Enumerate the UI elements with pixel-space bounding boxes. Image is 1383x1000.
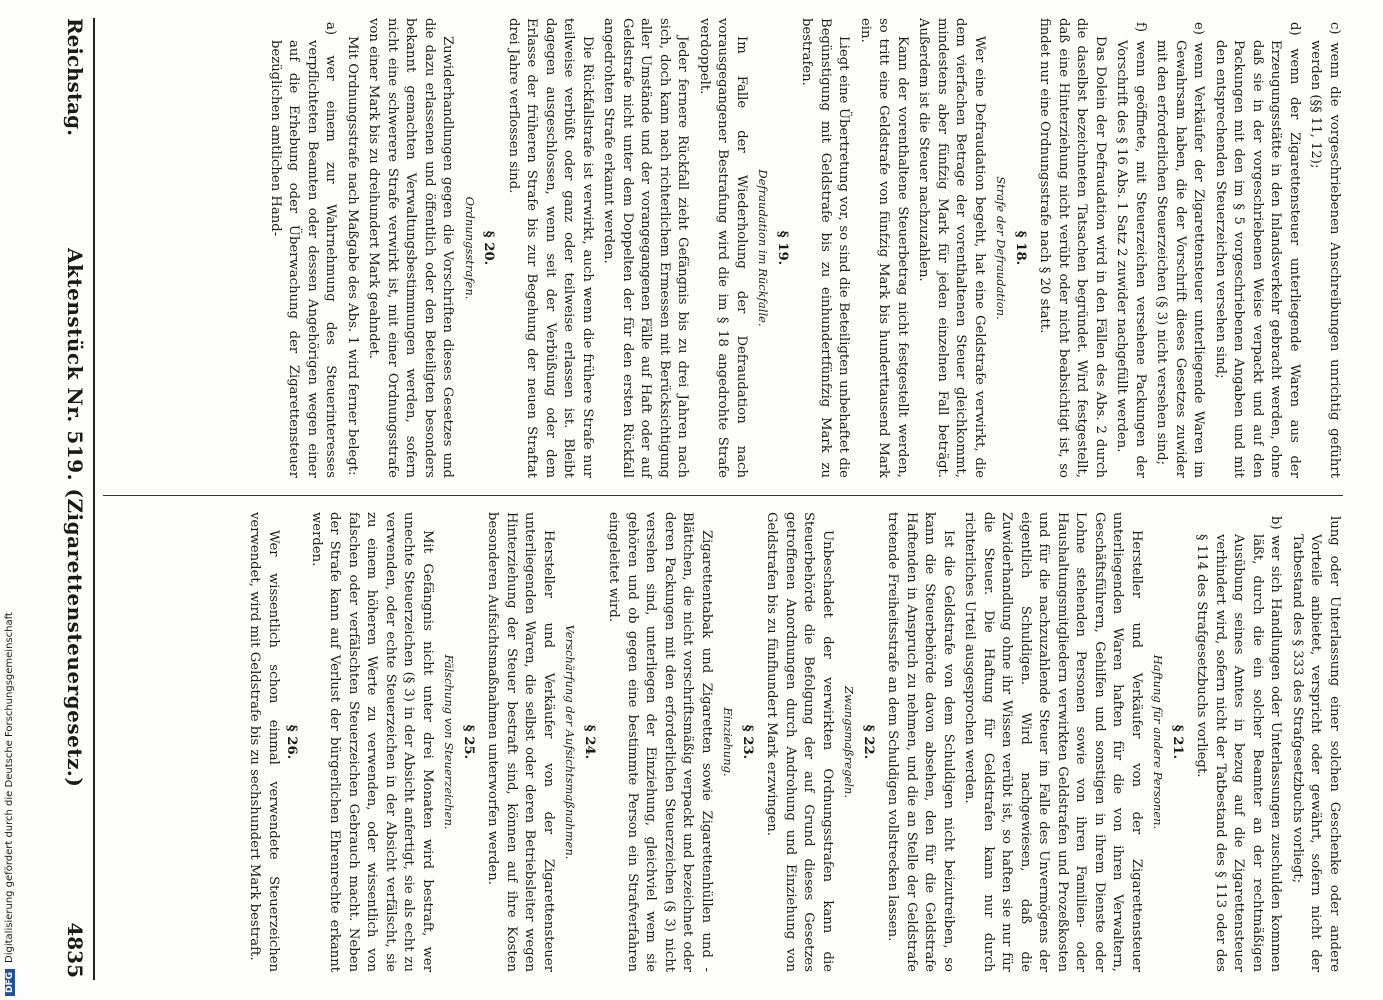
section-subtitle: Fälschung von Steuerzeichen. xyxy=(442,654,457,830)
section-title: § 25. xyxy=(461,724,476,760)
section-subtitle: Defraudation im Rückfalle. xyxy=(756,169,771,327)
section-title: § 19. xyxy=(775,230,790,266)
paragraph: Zigarettentabak und Zigaretten sowie Zigarettenhüllen und -Blättchen, die nicht vorschriftsmäßig verpackt und bezeichnet oder deren Packungen mit den erforderlichen Steuerzeichen (§ 3) nicht versehen sind, unterliegen der Einziehung, gleichviel wem sie gehören und ob gegen eine bestimmte Person ein Strafverfahren eingeleitet wird. xyxy=(606,512,714,972)
item-f: f) wenn geöffnete, mit Steuerzeichen versehene Packungen der Vorschrift des § 16 Abs. 1 Satz 2 zuwider nachgefüllt werden. xyxy=(1114,22,1148,478)
paragraph: Das Dolein der Defraudation wird in den Fällen des Abs. 2 durch die daselbst bezeichneten Tatsachen begründet. Wird festgestellt, daß eine Hinterziehung nicht verübt oder nicht beabsichtigt ist, so findet nur eine Ordnungsstrafe nach § 20 statt. xyxy=(1037,18,1108,478)
section-subtitle: Zwangsmaßregeln. xyxy=(842,685,857,798)
section-title: § 24. xyxy=(582,724,597,760)
paragraph: Jeder fernere Rückfall zieht Gefängnis bis zu drei Jahren nach sich, doch kann nach richterlichem Ermessen mit Berücksichtigung aller Umstände und der vorangegangenen Fälle auf Haft oder auf Geldstrafe nicht unter dem Doppelten der für den ersten Rückfall angedrohten Strafe erkannt werden. xyxy=(601,18,691,478)
section-title: § 20. xyxy=(481,230,497,266)
paragraph: Mit Gefängnis nicht unter drei Monaten wird bestraft, wer unechte Steuerzeichen (§ 3) in der Absicht anfertigt, sie als echt zu verwenden, oder echte Steuerzeichen in der Absicht verfälscht, sie zu einem höheren Werte zu verwenden, oder wissentlich von falschen oder verfälschten Steuerzeichen Gebrauch macht. Neben der Strafe kann auf Verlust der bürgerlichen Ehrenrechte erkannt werden. xyxy=(309,512,435,972)
section-title: § 21. xyxy=(1170,724,1185,760)
credit-text: Digitalisierung gefördert durch die Deutsche Forschungsgemeinschaft xyxy=(4,612,15,963)
column-divider xyxy=(103,495,1343,496)
section-subtitle: Ordnungsstrafen. xyxy=(463,196,477,300)
item-a-continued: lung oder Unterlassung einer solchen Geschenke oder andere Vorteile anbietet, verspricht oder gewährt, sofern nicht der Tatbestand des § 333 des Strafgesetzbuchs vorliegt; xyxy=(1290,516,1342,972)
paragraph: Die Rückfallstrafe ist verwirkt, auch wenn die frühere Strafe nur teilweise verbüßt oder ganz oder teilweise erlassen ist. Bleibt dagegen ausgeschlossen, wenn seit der Verbüßung oder dem Erlasse der früheren Strafe bis zur Begehung der neuen Straftat drei Jahre verflossen sind. xyxy=(506,18,595,478)
section-title: § 26. xyxy=(284,724,300,760)
section-subtitle: Einziehung. xyxy=(721,707,736,777)
item-c: c) wenn die vorgeschriebenen Anschreibungen unrichtig geführt werden (§§ 11, 12); xyxy=(1308,22,1342,478)
section-title: § 23. xyxy=(740,724,755,760)
paragraph: Wer eine Defraudation begeht, hat eine Geldstrafe verwirkt, die dem vierfachen Betrage der vorenthaltenen Steuer gleichkommt, mindestens aber fünfzig Mark für jeden einzelnen Fall beträgt. Außerdem ist die Steuer nachzuzahlen. xyxy=(916,18,987,478)
item-b: b) wer sich Handlungen oder Unterlassungen zuschulden kommen läßt, durch die ein solcher Beamter an der rechtmäßigen Ausübung seines Amtes in bezug auf die Zigarettensteuer verhindert wird, sofern nicht der Tatbestand des § 113 oder des § 114 des Strafgesetzbuchs vorliegt. xyxy=(1194,516,1284,972)
header-left: Reichstag. xyxy=(63,18,87,137)
section-subtitle: Strafe der Defraudation. xyxy=(994,176,1009,320)
paragraph: Im Falle der Wiederholung der Defraudation nach vorausgegangener Bestrafung wird die im § 18 angedrohte Strafe verdoppelt. xyxy=(697,18,749,478)
paragraph: Hersteller und Verkäufer von der Zigarettensteuer unterliegenden Waren, die selbst oder deren Betriebsleiter wegen Hinterziehung der Steuer bestraft sind, können auf ihre Kosten besonderen Aufsichtsmaßnahmen unterworfen werden. xyxy=(485,512,556,972)
header-rule xyxy=(93,18,95,980)
right-column xyxy=(103,512,1343,972)
page-header xyxy=(57,18,87,978)
section-subtitle: Verschärfung der Aufsichtsmaßnahmen. xyxy=(563,624,578,860)
paragraph: Wer wissentlich schon einmal verwendete Steuerzeichen verwendet, wird mit Geldstrafe bis zu sechshundert Mark bestraft. xyxy=(247,512,281,972)
paragraph: Kann der vorenthaltene Steuerbetrag nicht festgestellt werden, so tritt eine Geldstrafe von fünfzig Mark bis hunderttausend Mark ein. xyxy=(858,18,910,478)
item-e: e) wenn Verkäufer der Zigarettensteuer unterliegende Waren im Gewahrsam haben, die der Vorschrift dieses Gesetzes zuwider mit den erforderlichen Steuerzeichen (§ 3) nicht versehen sind; xyxy=(1154,22,1207,478)
item-a: a) wer einem zur Wahrnehmung des Steuerinteresses verpflichteten Beamten oder dessen Angehörigen wegen einer auf die Erhebung oder Überwachung der Zigarettensteuer bezüglichen amtlichen Hand- xyxy=(268,22,339,478)
paragraph: Liegt eine Übertretung vor, so sind die Beteiligten unbehaftet die Begünstigung mit Geldstrafe bis zu einhundertfünfzig Mark zu bestrafen. xyxy=(799,18,852,478)
paragraph: Ist die Geldstrafe von dem Schuldigen nicht beizutreiben, so kann die Steuerbehörde davon absehen, den für die Geldstrafe Haftenden in Anspruch zu nehmen, und die an Stelle der Geldstrafe tretende Freiheitsstrafe an dem Schuldigen vollstrecken lassen. xyxy=(885,512,956,972)
page-number: 4835 xyxy=(63,922,87,978)
paragraph: Hersteller und Verkäufer von der Zigarettensteuer unterliegenden Waren haften für die von ihren Verwaltern, Geschäftsführern, Gehilfen und sonstigen in ihrem Dienste oder Lohne stehenden Personen sowie von ihren Familien- oder Haushaltungsmitgliedern verwirkten Geldstrafen und Prozeßkosten und für die nachzuzahlende Steuer im Falle des Unvermögens der eigentlich Schuldigen. Wird nachgewiesen, daß die Zuwiderhandlung ohne ihr Wissen verübt ist, so haften sie nur für die Steuer. Die Haftung für Geldstrafen kann nur durch richterliches Urteil ausgesprochen werden. xyxy=(962,512,1144,972)
section-title: § 18. xyxy=(1013,230,1028,266)
paragraph: Mit Ordnungsstrafe nach Maßgabe des Abs. 1 wird ferner belegt: xyxy=(345,36,360,476)
dfg-logo: DFG xyxy=(5,969,15,996)
paragraph: Unbeschadet der verwirkten Ordnungsstrafen kann die Steuerbehörde die Befolgung der auf Grund dieses Gesetzes getroffenen Anordnungen durch Androhung und Einziehung von Geldstrafen bis zu fünfhundert Mark erzwingen. xyxy=(764,512,835,972)
section-subtitle: Haftung für andere Personen. xyxy=(1151,654,1166,830)
item-d: d) wenn der Zigarettensteuer unterliegende Waren aus der Erzeugungsstätte in den Inlandsverkehr gebracht werden, ohne daß sie in der vorgeschriebenen Weise verpackt und auf den Packungen mit den im § 5 vorgeschriebenen Angaben und mit den entsprechenden Steuerzeichen versehen sind; xyxy=(1213,22,1302,478)
paragraph: Zuwiderhandlungen gegen die Vorschriften dieses Gesetzes und die dazu erlassenen und öffentlich oder den Beteiligten besonders bekannt gemachten Verwaltungsbestimmungen werden, sofern nicht eine schwerere Strafe verwirkt ist, mit einer Ordnungsstrafe von einer Mark bis zu dreihundert Mark geahndet. xyxy=(366,18,456,478)
section-title: § 22. xyxy=(861,724,876,760)
left-column xyxy=(103,18,1343,478)
header-title: Aktenstück Nr. 519. (Zigarettensteuergesetz.) xyxy=(63,248,87,788)
